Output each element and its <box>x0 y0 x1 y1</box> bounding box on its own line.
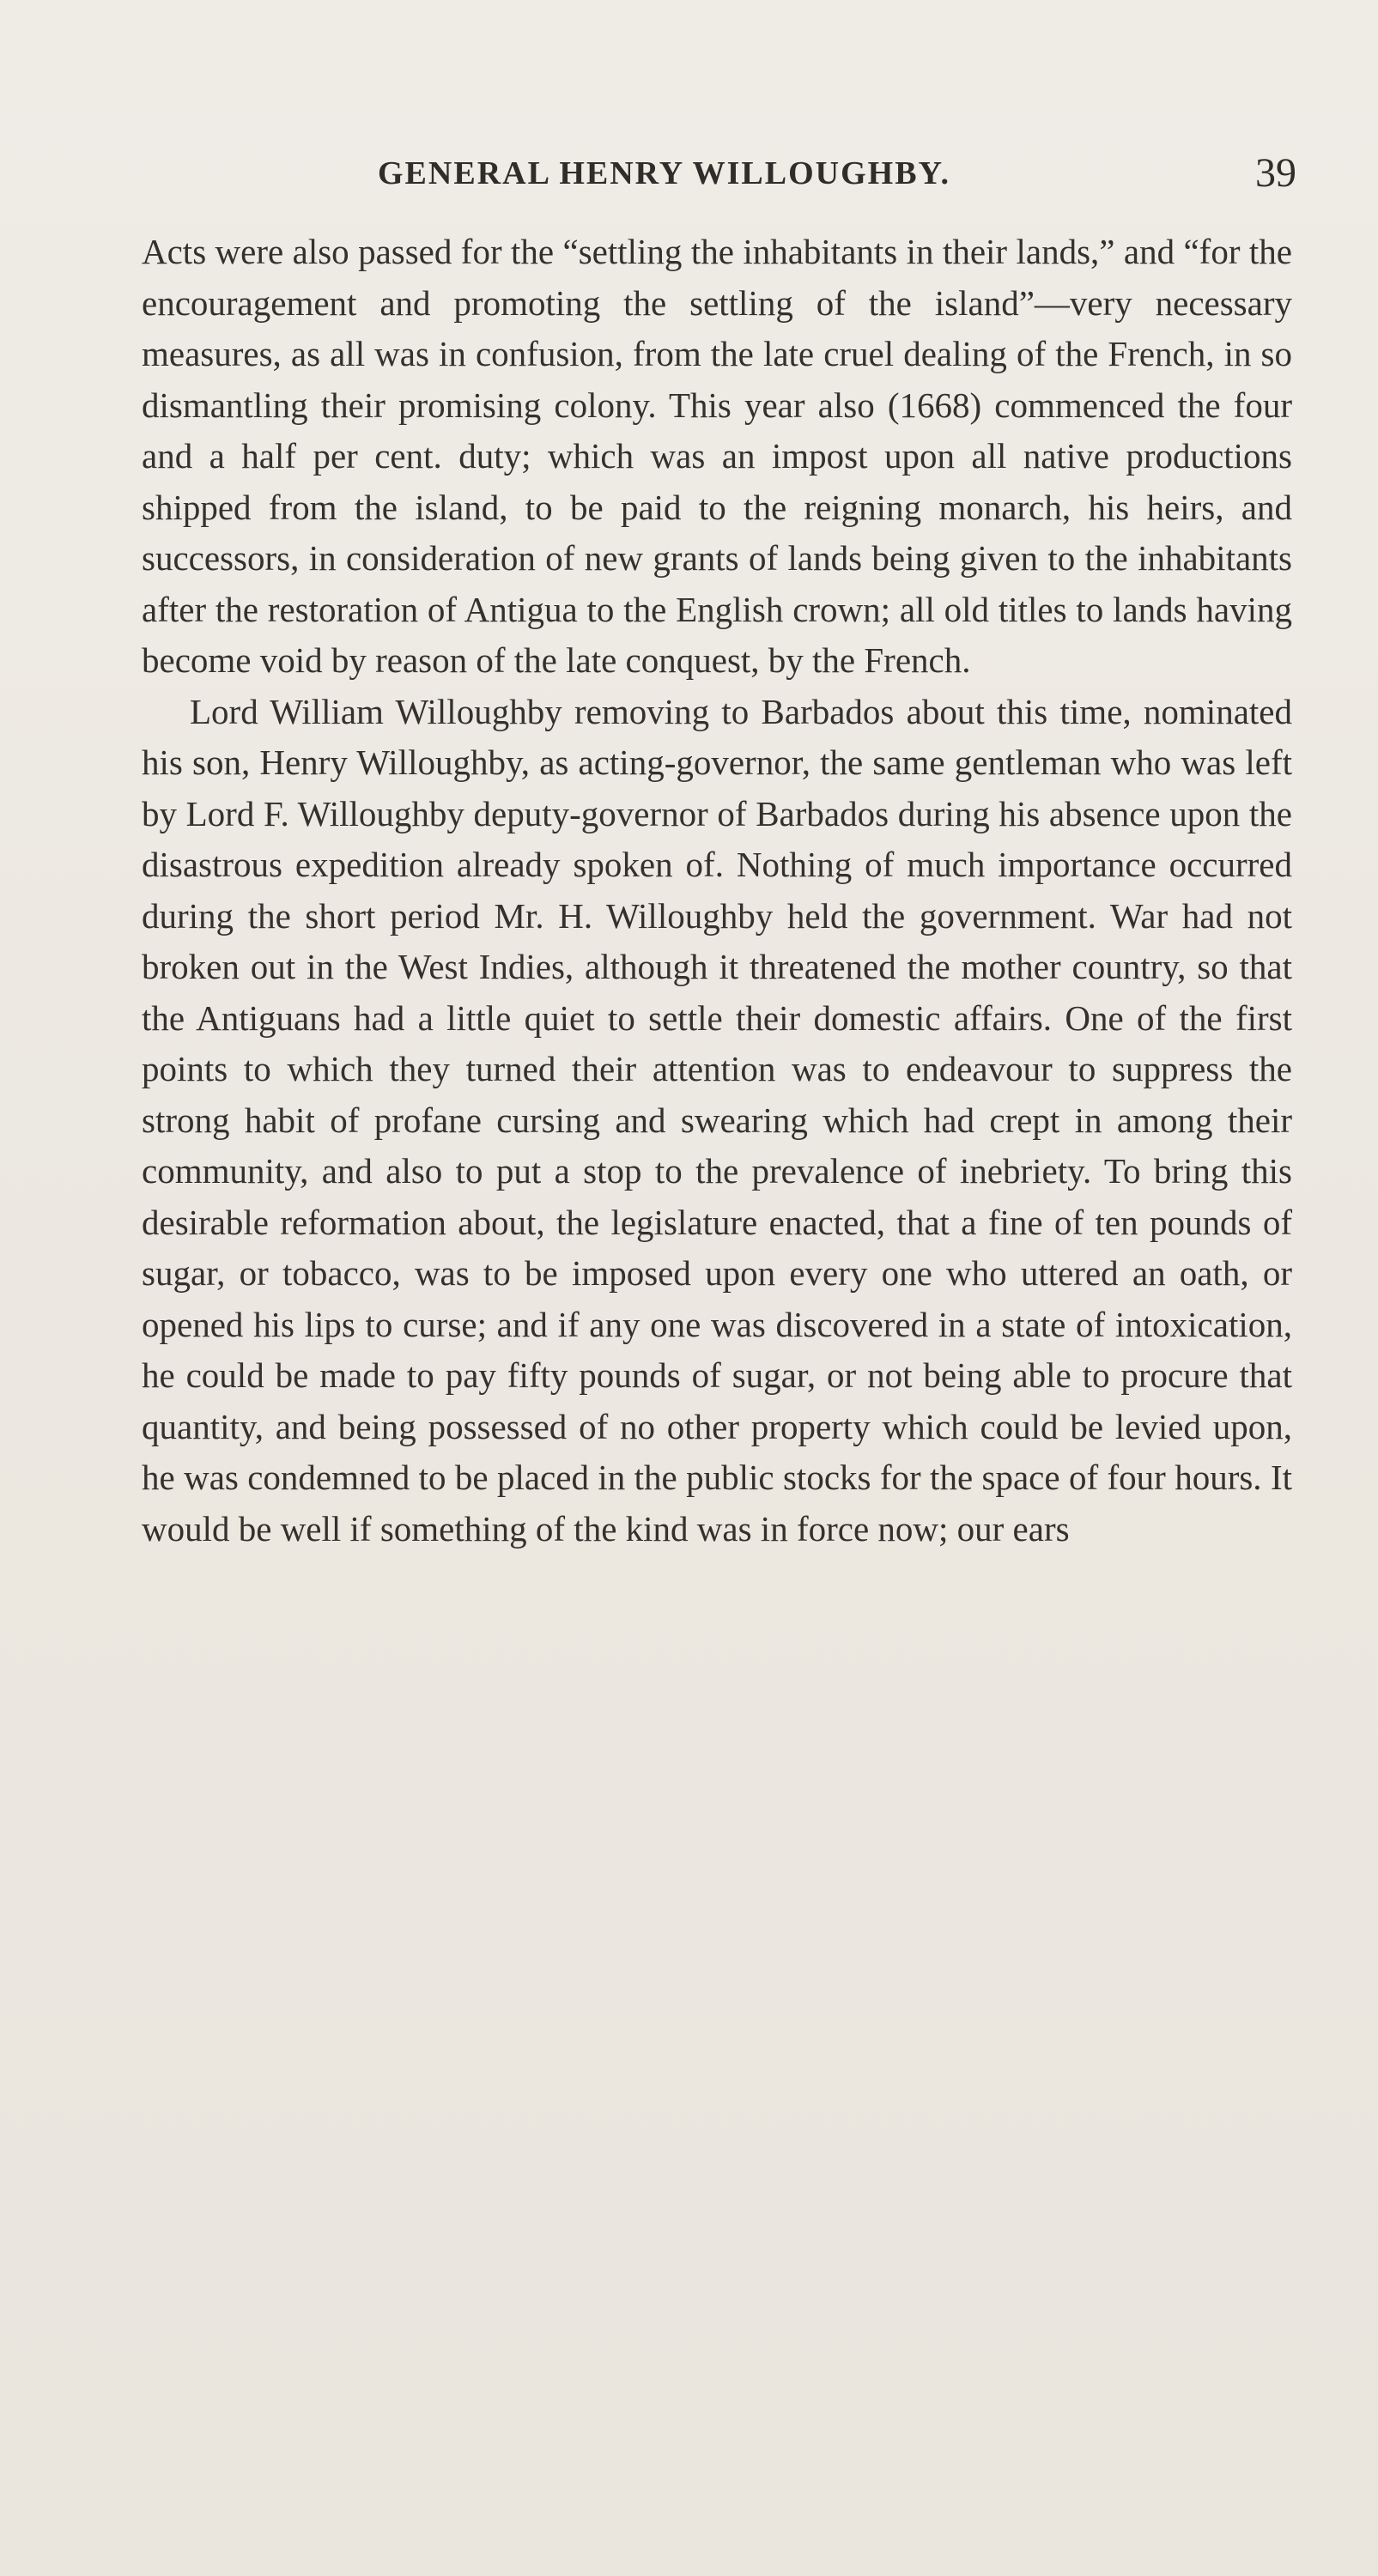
paragraph-2: Lord William Willoughby removing to Barbados about this time, nominated his son, Henry Willoughby, as acting-governor, the same gentleman who was left by Lord F. Willoughby deputy-governor of Barbados during his absence upon the disastrous expedition already spoken of. Nothing of much importance occurred during the short period Mr. H. Willoughby held the government. War had not broken out in the West Indies, although it threatened the mother country, so that the Antiguans had a little quiet to settle their domestic affairs. One of the first points to which they turned their attention was to endeavour to suppress the strong habit of profane cursing and swearing which had crept in among their community, and also to put a stop to the prevalence of inebriety. To bring this desirable reformation about, the legislature enacted, that a fine of ten pounds of sugar, or tobacco, was to be imposed upon every one who uttered an oath, or opened his lips to curse; and if any one was discovered in a state of intoxication, he could be made to pay fifty pounds of sugar, or not being able to procure that quantity, and being possessed of no other property which could be levied upon, he was condemned to be placed in the public stocks for the space of four hours. It would be well if something of the kind was in force now; our ears <box>142 691 1292 1549</box>
running-title: GENERAL HENRY WILLOUGHBY. <box>378 155 951 191</box>
body-text <box>142 227 1292 1555</box>
running-header <box>120 150 1296 206</box>
paragraph-1: Acts were also passed for the “settling the inhabitants in their lands,” and “for the encouragement and promoting the settling of the island”—very necessary measures, as all was in confusion, from the late cruel dealing of the French, in so dismantling their promising colony. This year also (1668) commenced the four and a half per cent. duty; which was an impost upon all native productions shipped from the island, to be paid to the reigning monarch, his heirs, and successors, in consideration of new grants of lands being given to the inhabitants after the restoration of Antigua to the English crown; all old titles to lands having become void by reason of the late conquest, by the French. <box>142 232 1292 680</box>
page-number: 39 <box>1255 150 1296 196</box>
